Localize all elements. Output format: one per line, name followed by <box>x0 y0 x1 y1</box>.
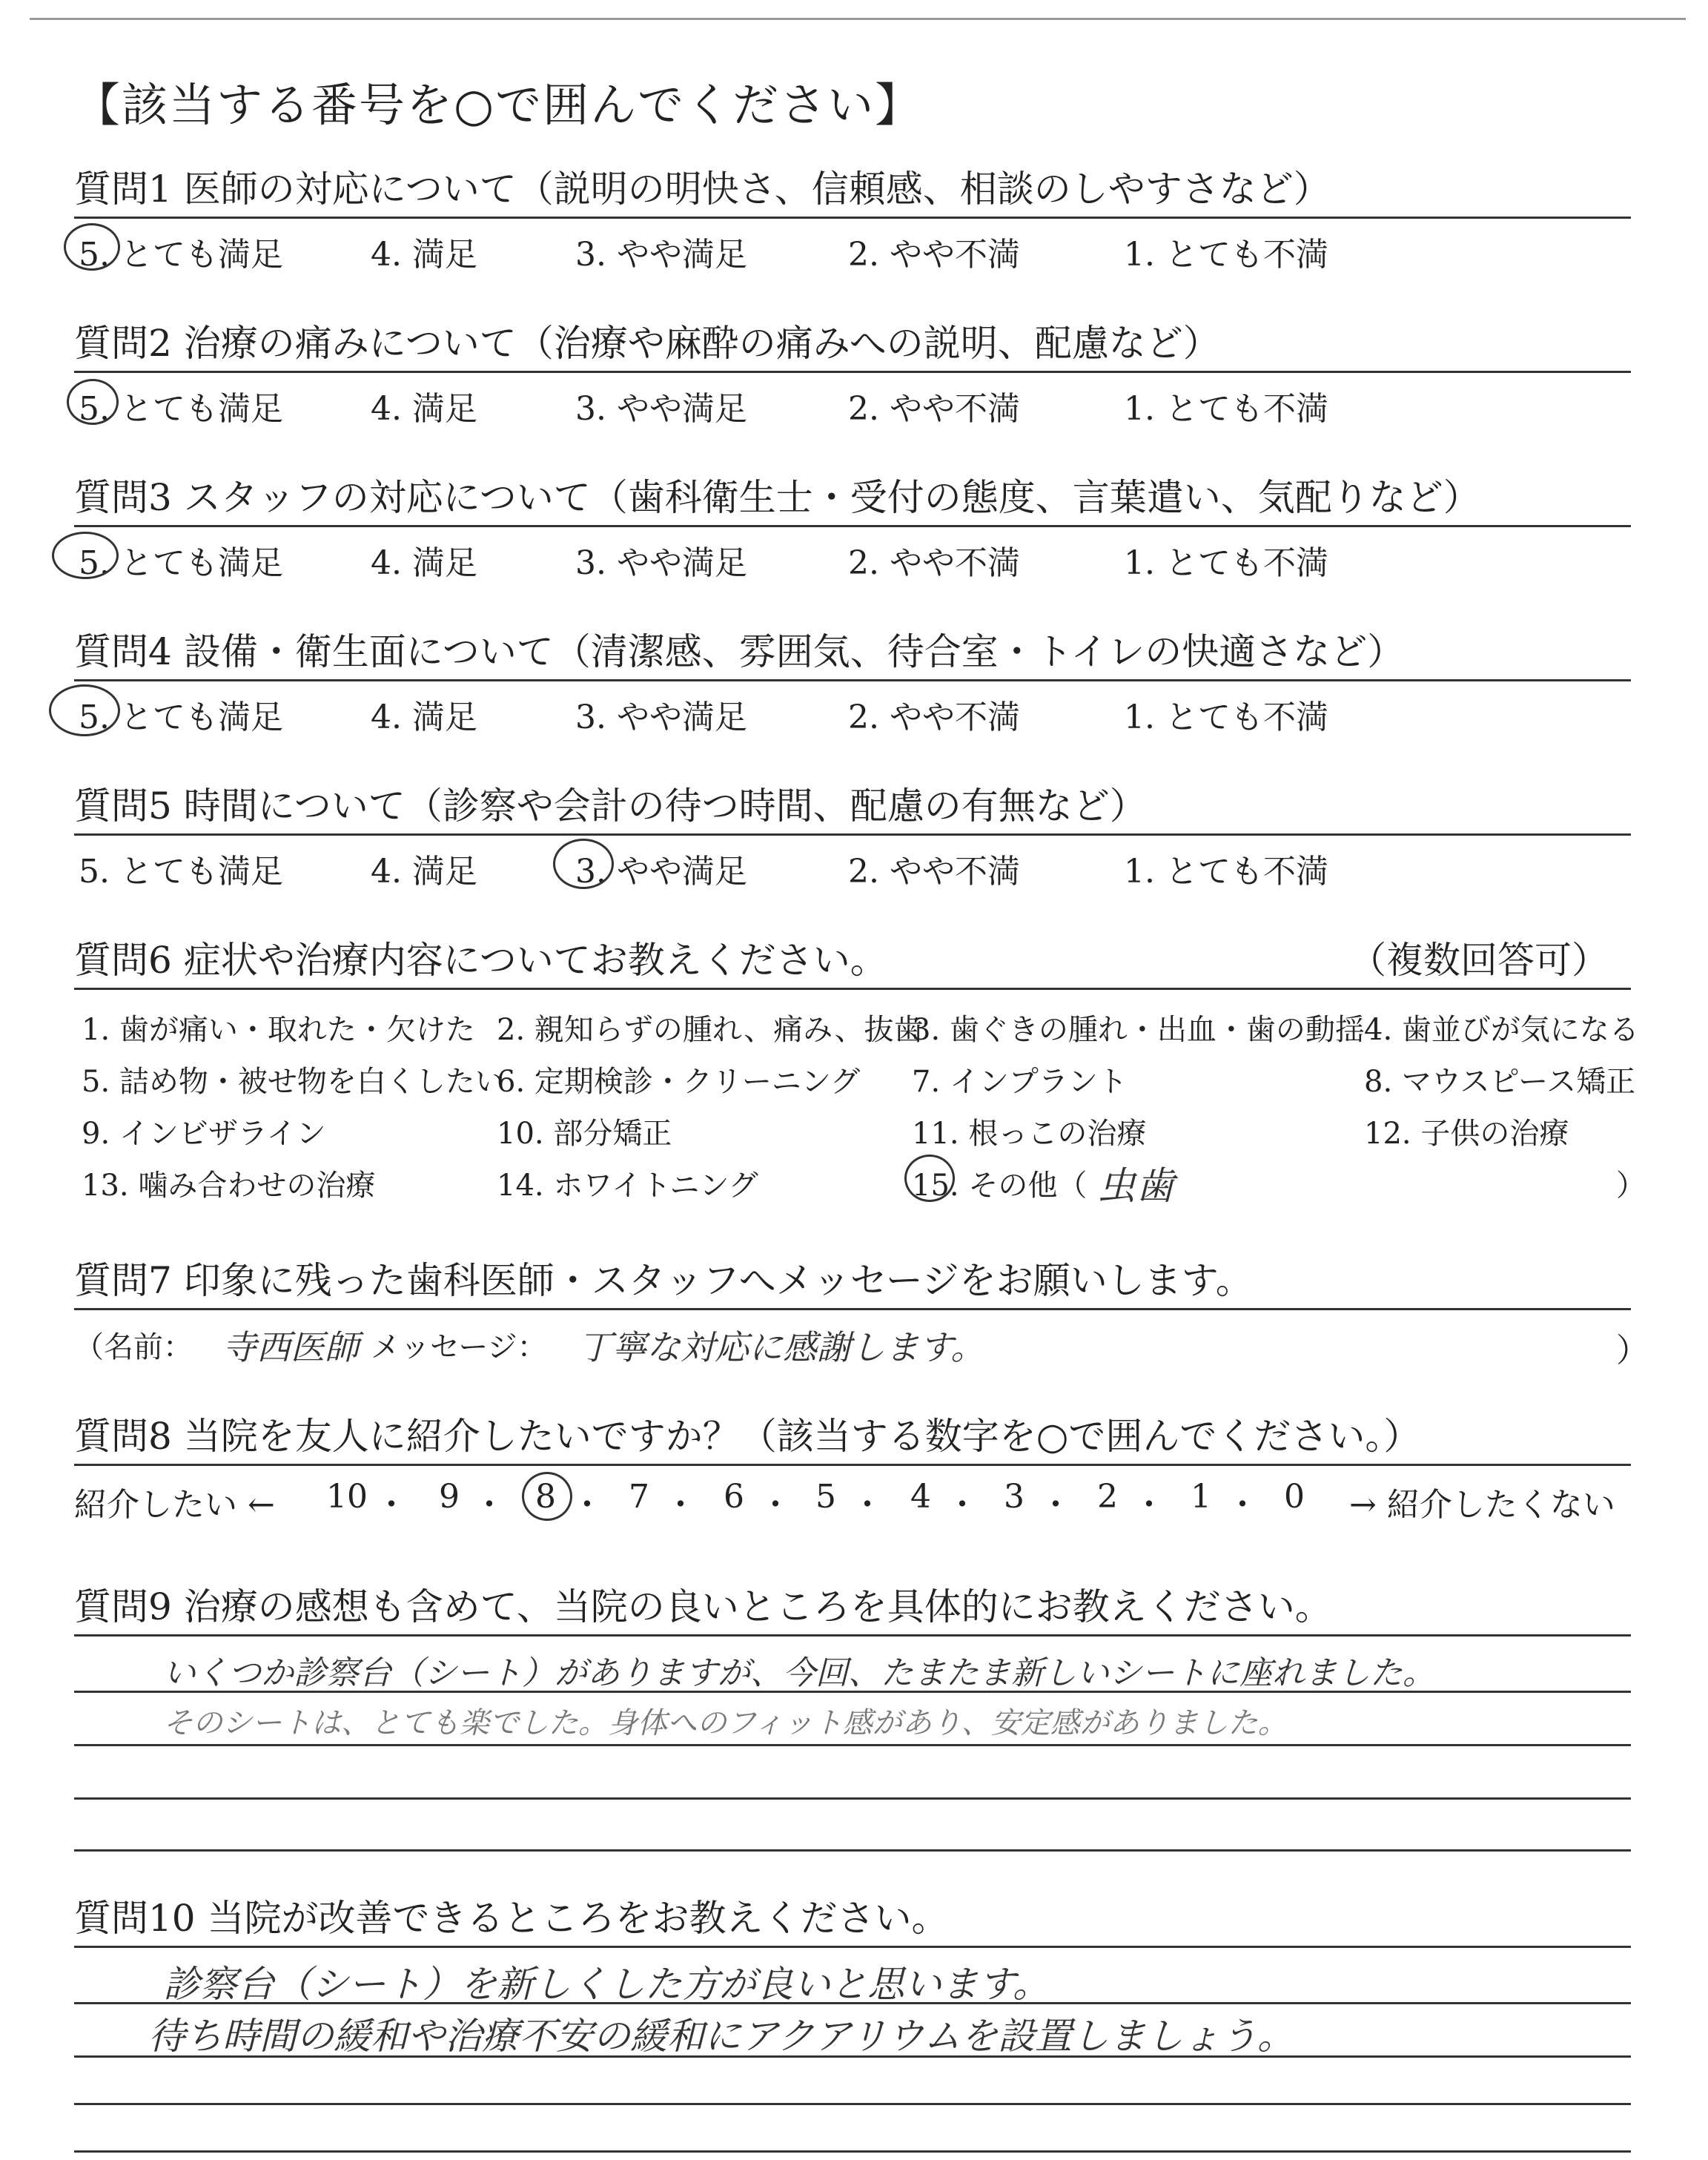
answer-rule <box>74 2002 1631 2004</box>
option-4[interactable]: 4. 満足 <box>371 544 477 582</box>
option-3[interactable]: 3. やや満足 <box>575 544 747 582</box>
question-title: 質問3 スタッフの対応について（歯科衛生士・受付の態度、言葉遣い、気配りなど） <box>74 470 1631 527</box>
question-10 <box>74 1891 1631 1948</box>
option-1[interactable]: 1. とても不満 <box>1124 544 1328 582</box>
question-title: 質問10 当院が改善できるところをお教えください。 <box>74 1891 1631 1948</box>
option-3[interactable]: 3. やや満足 <box>575 698 747 736</box>
multiple-answers-note: （複数回答可） <box>1349 939 1609 982</box>
rating-options <box>74 527 1631 582</box>
option-2[interactable]: 2. やや不満 <box>848 544 1020 582</box>
option-2[interactable]: 2. やや不満 <box>848 390 1020 428</box>
message-label: メッセージ： <box>371 1330 547 1364</box>
question-title: 質問4 設備・衛生面について（清潔感、雰囲気、待合室・トイレの快適さなど） <box>74 624 1631 681</box>
symptom-option[interactable]: 3. 歯ぐきの腫れ・出血・歯の動揺 <box>912 1013 1365 1047</box>
page-heading: 【該当する番号を○で囲んでください】 <box>74 78 923 132</box>
option-1[interactable]: 1. とても不満 <box>1124 853 1328 891</box>
symptom-option[interactable]: 2. 親知らずの腫れ、痛み、抜歯 <box>497 1013 924 1047</box>
symptom-option[interactable]: 4. 歯並びが気になる <box>1364 1013 1639 1047</box>
option-4[interactable]: 4. 満足 <box>371 236 477 274</box>
option-3[interactable]: 3. やや満足 <box>575 236 747 274</box>
question-title: 質問8 当院を友人に紹介したいですか？（該当する数字を○で囲んでください。） <box>74 1409 1631 1466</box>
question-4 <box>74 624 1631 736</box>
option-1[interactable]: 1. とても不満 <box>1124 698 1328 736</box>
answer-rule <box>74 1691 1631 1693</box>
option-5[interactable]: 5. とても満足 <box>79 853 283 891</box>
option-3[interactable]: 3. やや満足 <box>575 390 747 428</box>
symptom-option[interactable]: 11. 根っこの治療 <box>912 1117 1147 1151</box>
rating-options <box>74 219 1631 274</box>
question-1 <box>74 162 1631 274</box>
scale-value[interactable]: 9 <box>439 1478 460 1516</box>
answer-rule <box>74 2055 1631 2058</box>
scale-value[interactable]: 1 <box>1191 1478 1211 1516</box>
scale-dot: ・ <box>946 1486 979 1524</box>
selection-circle <box>49 684 120 736</box>
answer-rule <box>74 2150 1631 2153</box>
rating-options <box>74 373 1631 428</box>
question-7 <box>74 1253 1649 1377</box>
symptom-option[interactable]: 5. 詰め物・被せ物を白くしたい <box>82 1065 505 1099</box>
scale-dot: ・ <box>759 1486 792 1524</box>
scale-value[interactable]: 7 <box>629 1478 649 1516</box>
scale-left-label: 紹介したい ← <box>74 1486 275 1524</box>
scale-dot: ・ <box>473 1486 506 1524</box>
symptom-option[interactable]: 6. 定期検診・クリーニング <box>497 1065 861 1099</box>
symptom-option-other[interactable]: 15. その他（ <box>912 1169 1088 1203</box>
message-close-paren: ） <box>1616 1332 1649 1370</box>
scale-value[interactable]: 0 <box>1284 1478 1305 1516</box>
option-1[interactable]: 1. とても不満 <box>1124 236 1328 274</box>
scale-value[interactable]: 4 <box>910 1478 931 1516</box>
selection-circle <box>67 379 119 425</box>
option-4[interactable]: 4. 満足 <box>371 698 477 736</box>
symptom-option[interactable]: 13. 噛み合わせの治療 <box>82 1169 376 1203</box>
q9-answer-line-1[interactable]: いくつか診察台（シート）がありますが、今回、たまたま新しいシートに座れました。 <box>163 1654 1435 1692</box>
scale-right-label: → 紹介したくない <box>1349 1486 1615 1524</box>
selection-circle <box>904 1155 955 1202</box>
scale-value[interactable]: 5 <box>815 1478 836 1516</box>
option-5[interactable]: 5. とても満足 <box>79 544 283 582</box>
message-row <box>74 1310 1649 1377</box>
recommend-scale <box>74 1466 1631 1525</box>
name-value[interactable]: 寺西医師 <box>222 1327 359 1367</box>
symptom-option[interactable]: 12. 子供の治療 <box>1364 1117 1569 1151</box>
question-title <box>74 933 1631 990</box>
scale-value[interactable]: 3 <box>1004 1478 1025 1516</box>
answer-rule <box>74 1797 1631 1800</box>
scale-dot: ・ <box>375 1486 408 1524</box>
option-5[interactable]: 5. とても満足 <box>79 236 283 274</box>
selection-circle <box>553 839 614 889</box>
scale-dot: ・ <box>1133 1486 1165 1524</box>
q10-answer-line-2[interactable]: 待ち時間の緩和や治療不安の緩和にアクアリウムを設置しましょう。 <box>148 2015 1294 2058</box>
scale-value[interactable]: 6 <box>724 1478 744 1516</box>
answer-rule <box>74 1849 1631 1852</box>
option-2[interactable]: 2. やや不満 <box>848 698 1020 736</box>
scale-value[interactable]: 8 <box>535 1478 556 1516</box>
scale-dot: ・ <box>1039 1486 1072 1524</box>
name-label: （名前： <box>74 1330 193 1364</box>
top-border <box>30 18 1686 20</box>
question-title: 質問9 治療の感想も含めて、当院の良いところを具体的にお教えください。 <box>74 1579 1631 1636</box>
option-3[interactable]: 3. やや満足 <box>575 853 747 891</box>
scale-value[interactable]: 2 <box>1097 1478 1118 1516</box>
q9-answer-line-2[interactable]: そのシートは、とても楽でした。身体へのフィット感があり、安定感がありました。 <box>163 1706 1288 1740</box>
question-5 <box>74 779 1631 891</box>
question-6 <box>74 933 1646 1212</box>
symptom-option[interactable]: 9. インビザライン <box>82 1117 326 1151</box>
symptom-option[interactable]: 1. 歯が痛い・取れた・欠けた <box>82 1013 475 1047</box>
option-2[interactable]: 2. やや不満 <box>848 853 1020 891</box>
scale-value[interactable]: 10 <box>326 1478 368 1516</box>
option-2[interactable]: 2. やや不満 <box>848 236 1020 274</box>
option-4[interactable]: 4. 満足 <box>371 390 477 428</box>
other-handwritten-text[interactable]: 虫歯 <box>1097 1164 1175 1209</box>
answer-rule <box>74 1744 1631 1746</box>
message-value[interactable]: 丁寧な対応に感謝します。 <box>578 1327 985 1367</box>
question-6-title: 質問6 症状や治療内容についてお教えください。 <box>74 939 887 982</box>
symptom-option[interactable]: 10. 部分矯正 <box>497 1117 672 1151</box>
question-title: 質問5 時間について（診察や会計の待つ時間、配慮の有無など） <box>74 779 1631 836</box>
option-4[interactable]: 4. 満足 <box>371 853 477 891</box>
scale-dot: ・ <box>1226 1486 1259 1524</box>
question-3 <box>74 470 1631 582</box>
symptom-option[interactable]: 14. ホワイトニング <box>497 1169 758 1203</box>
selection-circle <box>52 532 119 579</box>
option-5[interactable]: 5. とても満足 <box>79 390 283 428</box>
symptom-option[interactable]: 8. マウスピース矯正 <box>1364 1065 1636 1099</box>
selection-circle <box>522 1472 572 1521</box>
rating-options <box>74 681 1631 736</box>
scale-dot: ・ <box>571 1486 603 1524</box>
selection-circle <box>64 223 120 271</box>
answer-rule <box>74 2103 1631 2105</box>
question-title: 質問7 印象に残った歯科医師・スタッフへメッセージをお願いします。 <box>74 1253 1631 1310</box>
q10-answer-line-1[interactable]: 診察台（シート）を新しくした方が良いと思います。 <box>163 1963 1050 2006</box>
symptom-option[interactable]: 7. インプラント <box>912 1065 1128 1099</box>
symptom-options <box>74 990 1646 1212</box>
scale-dot: ・ <box>851 1486 884 1524</box>
question-title: 質問2 治療の痛みについて（治療や麻酔の痛みへの説明、配慮など） <box>74 316 1631 373</box>
other-close-paren: ） <box>1616 1169 1646 1203</box>
question-8 <box>74 1409 1631 1525</box>
option-5[interactable]: 5. とても満足 <box>79 698 283 736</box>
rating-options <box>74 836 1631 891</box>
question-9 <box>74 1579 1631 1636</box>
scale-dot: ・ <box>664 1486 697 1524</box>
question-title: 質問1 医師の対応について（説明の明快さ、信頼感、相談のしやすさなど） <box>74 162 1631 219</box>
question-2 <box>74 316 1631 428</box>
option-1[interactable]: 1. とても不満 <box>1124 390 1328 428</box>
